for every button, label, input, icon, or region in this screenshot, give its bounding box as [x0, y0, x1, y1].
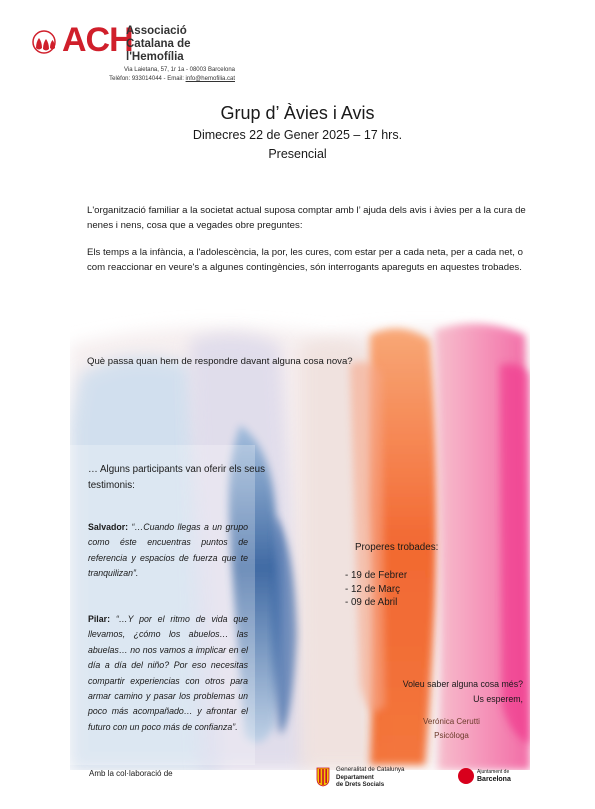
next-meetings-list	[345, 569, 407, 610]
testimonial-author: Pilar:	[88, 614, 111, 624]
generalitat-logo-icon	[316, 767, 330, 787]
signer-role: Psicóloga	[434, 731, 469, 740]
meeting-date: - 09 de Abril	[345, 597, 398, 608]
testimonial-salvador	[88, 520, 248, 582]
org-name: Associació Catalana de l'Hemofília	[126, 25, 191, 63]
generalitat-logo-text: Generalitat de Catalunya Departament de Drets Socials	[336, 766, 405, 788]
intro-paragraph-2: Els temps a la infància, a l'adolescència, la por, les cures, com estar per a cada neta, per a cada net, o com reaccionar en veure's a algunes contingències, són interrogants apareguts en aquestes trobades.	[87, 247, 523, 273]
logo-abbr: ACH	[62, 21, 133, 59]
next-meetings-title: Properes trobades:	[355, 542, 439, 553]
event-mode: Presencial	[268, 147, 327, 161]
ajuntament-barcelona-logo-text: Ajuntament de Barcelona	[477, 769, 511, 783]
question-heading: Què passa quan hem de respondre davant alguna cosa nova?	[87, 356, 353, 367]
meeting-date: - 19 de Febrer	[345, 570, 408, 581]
event-title: Grup d’ Àvies i Avis	[220, 103, 375, 123]
testimonial-text: “…Y por el ritmo de vida que llevamos, ¿cómo los abuelos… las abuelas… no nos vamos a implicar en el día a día del niño? Por eso necesitas compartir experiencias con otros para armar camino y pasar los problemas un poco más acompañado… y afrontar el futuro con un poco más de confianza”.	[88, 614, 248, 732]
email-link[interactable]: info@hemofilia.cat	[185, 76, 235, 82]
event-date: Dimecres 22 de Gener 2025 – 17 hrs.	[192, 128, 403, 142]
signer-name: Verónica Cerutti	[423, 717, 480, 726]
ach-drops-logo-icon	[26, 30, 62, 56]
testimonial-text: “…Cuando llegas a un grupo como éste encuentras puntos de referencia y espacios de fuerza que te tranquilizan”.	[88, 522, 249, 579]
testimonials-intro: … Alguns participants van oferir els seus testimonis:	[88, 464, 265, 491]
collaboration-label: Amb la col·laboració de	[89, 769, 173, 778]
testimonial-author: Salvador:	[88, 522, 129, 532]
meeting-date: - 12 de Març	[345, 583, 400, 595]
closing-message: Voleu saber alguna cosa més? Us esperem,	[402, 679, 523, 704]
org-address: Via Laietana, 57, 1r 1a - 08003 Barcelona Telèfon: 933014044 - Email: info@hemofilia.cat	[109, 67, 235, 82]
signature-block	[380, 715, 523, 743]
testimonial-pilar	[88, 612, 248, 735]
ajuntament-barcelona-logo-icon	[458, 768, 474, 784]
intro-paragraph-1: L'organització familiar a la societat actual suposa comptar amb l’ ajuda dels avis i àvies per a la cura de nenes i nens, cosa que a vegades obre preguntes:	[87, 205, 526, 231]
